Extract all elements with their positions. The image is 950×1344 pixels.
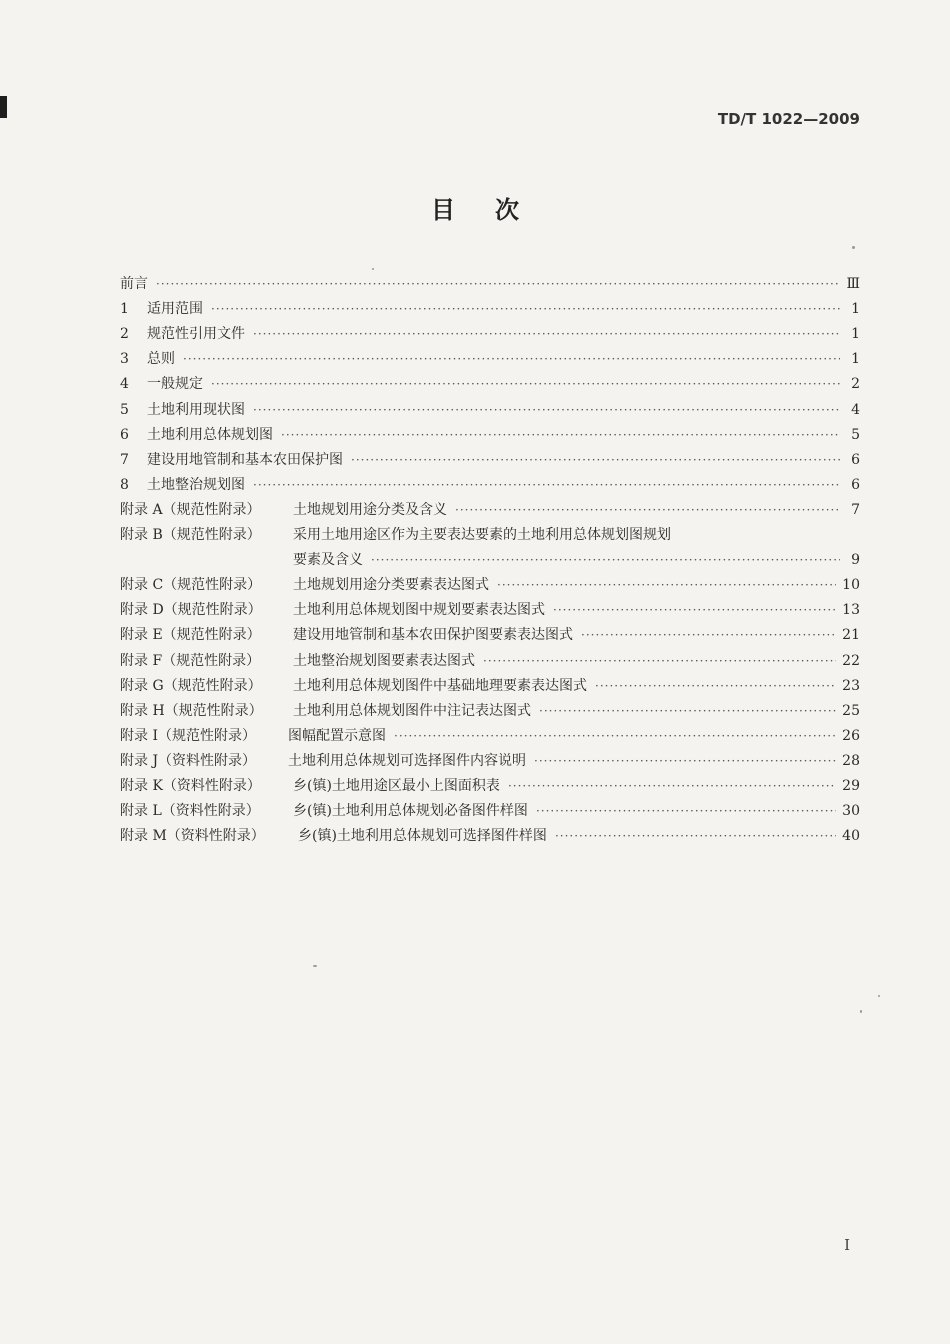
toc-entry-label: 土地利用总体规划图 (147, 426, 273, 443)
toc-entry-page: 22 (842, 652, 860, 669)
page-number: I (844, 1236, 850, 1254)
scan-speck (852, 246, 855, 249)
dot-leader (211, 302, 840, 316)
appendix-designation: 附录 E（规范性附录） (120, 627, 261, 644)
toc-entry-label: 土地整治规划图要素表达图式 (293, 652, 475, 669)
document-code: TD/T 1022—2009 (717, 110, 860, 128)
toc-entry-appendix-j[interactable] (120, 745, 860, 770)
toc-entry-label: 土地利用总体规划可选择图件内容说明 (288, 752, 526, 769)
appendix-designation: 附录 G（规范性附录） (120, 677, 262, 694)
toc-entry-appendix-h[interactable] (120, 695, 860, 720)
toc-entry-4[interactable] (120, 368, 860, 393)
toc-entry-3[interactable] (120, 343, 860, 368)
dot-leader (497, 578, 836, 592)
appendix-designation: 附录 A（规范性附录） (120, 501, 261, 518)
appendix-designation: 附录 M（资料性附录） (120, 828, 265, 845)
toc-entry-label: 土地利用现状图 (147, 401, 245, 418)
toc-entry-foreword[interactable] (120, 268, 860, 293)
toc-entry-appendix-l[interactable] (120, 795, 860, 820)
toc-entry-number: 4 (120, 376, 129, 393)
toc-entry-number: 7 (120, 451, 129, 468)
toc-entry-page: 29 (842, 777, 860, 794)
toc-entry-page: 1 (851, 326, 860, 343)
toc-entry-appendix-c[interactable] (120, 569, 860, 594)
toc-entry-1[interactable] (120, 293, 860, 318)
toc-entry-label: 采用土地用途区作为主要表达要素的土地利用总体规划图规划 (293, 527, 671, 544)
dot-leader (534, 754, 836, 768)
toc-entry-label-continued: 要素及含义 (293, 552, 363, 569)
toc-entry-page: 1 (851, 351, 860, 368)
scan-speck (878, 995, 880, 997)
toc-entry-page: 26 (842, 727, 860, 744)
toc-entry-appendix-i[interactable] (120, 720, 860, 745)
toc-entry-page: 23 (842, 677, 860, 694)
toc-entry-number: 5 (120, 401, 129, 418)
toc-entry-page: 6 (851, 451, 860, 468)
dot-leader (555, 829, 836, 843)
dot-leader (394, 729, 836, 743)
dot-leader (253, 403, 840, 417)
toc-entry-number: 1 (120, 301, 129, 318)
toc-entry-page: 40 (842, 828, 860, 845)
toc-entry-number: 2 (120, 326, 129, 343)
toc-entry-number: 6 (120, 426, 129, 443)
dot-leader (553, 603, 836, 617)
toc-entry-6[interactable] (120, 419, 860, 444)
toc-entry-label: 建设用地管制和基本农田保护图 (147, 451, 343, 468)
dot-leader (156, 277, 840, 291)
toc-title: 目次 (431, 196, 559, 224)
appendix-designation: 附录 F（规范性附录） (120, 652, 261, 669)
toc-entry-appendix-m[interactable] (120, 820, 860, 845)
dot-leader (253, 478, 840, 492)
toc-entry-label: 土地规划用途分类要素表达图式 (293, 577, 489, 594)
toc-entry-appendix-k[interactable] (120, 770, 860, 795)
scan-speck (372, 268, 374, 270)
toc-entry-label: 土地利用总体规划图件中注记表达图式 (293, 702, 531, 719)
toc-entry-page: 2 (851, 376, 860, 393)
toc-entry-label: 土地整治规划图 (147, 476, 245, 493)
toc-entry-page: 7 (851, 501, 860, 518)
dot-leader (371, 553, 840, 567)
toc-entry-label: 适用范围 (147, 301, 203, 318)
toc-entry-appendix-f[interactable] (120, 644, 860, 669)
scan-edge-mark (0, 96, 7, 118)
toc-entry-page: 13 (842, 602, 860, 619)
dot-leader (595, 679, 836, 693)
appendix-designation: 附录 K（资料性附录） (120, 777, 261, 794)
appendix-designation: 附录 J（资料性附录） (120, 752, 257, 769)
toc-entry-label: 乡(镇)土地用途区最小上图面积表 (293, 777, 500, 794)
table-of-contents (120, 268, 860, 845)
toc-entry-7[interactable] (120, 444, 860, 469)
toc-entry-label: 一般规定 (147, 376, 203, 393)
scan-speck (313, 965, 317, 967)
dot-leader (351, 453, 840, 467)
toc-entry-page: 25 (842, 702, 860, 719)
toc-entry-label: 乡(镇)土地利用总体规划必备图件样图 (293, 803, 528, 820)
dot-leader (539, 704, 836, 718)
toc-entry-page: Ⅲ (846, 276, 860, 293)
toc-entry-2[interactable] (120, 318, 860, 343)
toc-entry-appendix-e[interactable] (120, 619, 860, 644)
dot-leader (281, 428, 840, 442)
dot-leader (508, 779, 836, 793)
appendix-designation: 附录 D（规范性附录） (120, 602, 262, 619)
dot-leader (536, 804, 836, 818)
toc-entry-page: 1 (851, 301, 860, 318)
toc-entry-page: 6 (851, 476, 860, 493)
toc-entry-5[interactable] (120, 393, 860, 418)
appendix-designation: 附录 B（规范性附录） (120, 527, 261, 544)
appendix-designation: 附录 H（规范性附录） (120, 702, 263, 719)
toc-entry-page: 4 (851, 401, 860, 418)
dot-leader (483, 654, 836, 668)
toc-entry-label: 乡(镇)土地利用总体规划可选择图件样图 (298, 828, 547, 845)
toc-entry-page: 10 (842, 577, 860, 594)
dot-leader (253, 327, 840, 341)
toc-entry-label: 土地利用总体规划图件中基础地理要素表达图式 (293, 677, 587, 694)
toc-entry-page: 5 (851, 426, 860, 443)
appendix-designation: 附录 I（规范性附录） (120, 727, 256, 744)
toc-entry-page: 9 (851, 552, 860, 569)
toc-entry-8[interactable] (120, 469, 860, 494)
toc-entry-number: 8 (120, 476, 129, 493)
toc-entry-label: 规范性引用文件 (147, 326, 245, 343)
dot-leader (183, 352, 840, 366)
appendix-designation: 附录 C（规范性附录） (120, 577, 262, 594)
dot-leader (581, 628, 836, 642)
toc-entry-label: 前言 (120, 276, 148, 293)
toc-entry-page: 28 (842, 752, 860, 769)
toc-entry-appendix-a[interactable] (120, 494, 860, 519)
scan-speck (860, 1010, 862, 1013)
toc-entry-page: 30 (842, 803, 860, 820)
toc-entry-label: 总则 (147, 351, 175, 368)
dot-leader (211, 377, 840, 391)
dot-leader (455, 503, 840, 517)
toc-entry-appendix-d[interactable] (120, 594, 860, 619)
toc-entry-page: 21 (842, 627, 860, 644)
toc-entry-label: 土地规划用途分类及含义 (293, 501, 447, 518)
toc-entry-label: 土地利用总体规划图中规划要素表达图式 (293, 602, 545, 619)
toc-entry-label: 建设用地管制和基本农田保护图要素表达图式 (293, 627, 573, 644)
toc-entry-label: 图幅配置示意图 (288, 727, 386, 744)
toc-entry-appendix-g[interactable] (120, 670, 860, 695)
appendix-designation: 附录 L（资料性附录） (120, 803, 260, 820)
toc-entry-appendix-b[interactable] (120, 519, 860, 569)
toc-entry-number: 3 (120, 351, 129, 368)
